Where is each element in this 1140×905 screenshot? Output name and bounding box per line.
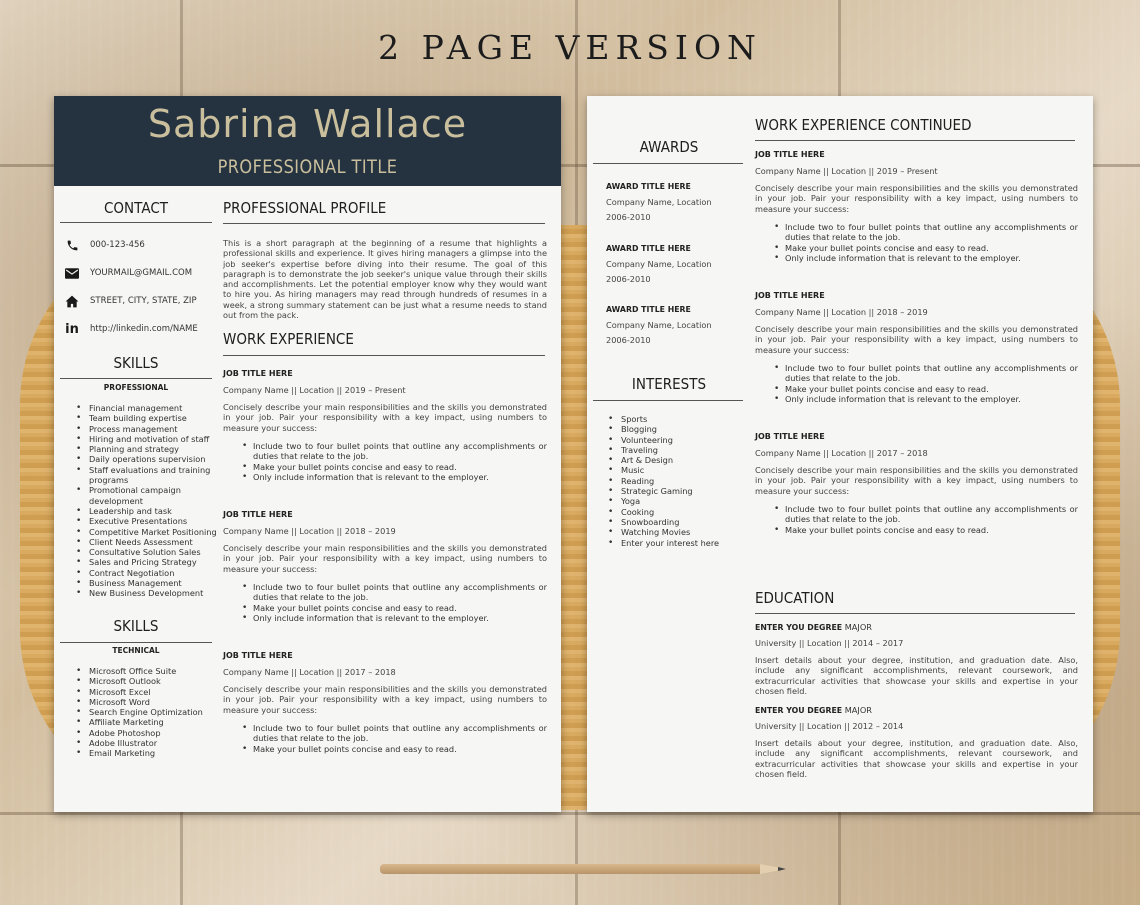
job-bullets [241, 723, 547, 754]
awards-heading: AWARDS [639, 138, 699, 156]
award-title: AWARD TITLE HERE [606, 243, 691, 253]
list-item: • Team building expertise [75, 413, 220, 423]
job-bullets [773, 363, 1078, 404]
resume-page-1 [54, 96, 561, 812]
list-item: • Make your bullet points concise and easy to read. [773, 243, 1078, 253]
list-item: • Include two to four bullet points that outline any accomplishments or duties that relate to the job. [773, 504, 1078, 525]
job-description: Concisely describe your main responsibilities and the skills you demonstrated in your job. Pair your responsibility with a key impact, using numbers to measure your success: [223, 543, 547, 574]
list-item: • Sales and Pricing Strategy [75, 557, 220, 567]
job-description: Concisely describe your main responsibilities and the skills you demonstrated in your job. Pair your responsibility with a key impact, using numbers to measure your success: [755, 324, 1078, 355]
list-item: • Contract Negotiation [75, 568, 220, 578]
home-icon [64, 294, 80, 308]
list-item: • Snowboarding [607, 517, 742, 527]
list-item: • Reading [607, 476, 742, 486]
education-description: Insert details about your degree, institution, and graduation date. Also, include any significant accomplishments, relevant coursework, and extracurricular activities that showcase your skills and expertise in your chosen field. [755, 655, 1078, 696]
contact-address [64, 294, 197, 308]
job-company: Company Name || Location || 2018 – 2019 [223, 526, 396, 536]
list-item: • Make your bullet points concise and easy to read. [773, 525, 1078, 535]
job-bullets [241, 582, 547, 623]
work-experience-heading: WORK EXPERIENCE [223, 330, 354, 348]
pencil-lead [778, 867, 786, 871]
list-item: • Email Marketing [75, 748, 220, 758]
professional-skills-list [75, 403, 220, 599]
divider [593, 400, 743, 401]
contact-email [64, 266, 192, 280]
school-line: University || Location || 2012 – 2014 [755, 721, 904, 731]
job-bullets [241, 441, 547, 482]
linkedin-icon: in [65, 321, 79, 337]
list-item: • Only include information that is relevant to the employer. [241, 472, 547, 482]
job-description: Concisely describe your main responsibilities and the skills you demonstrated in your job. Pair your responsibility with a key impact, using numbers to measure your success: [223, 402, 547, 433]
skills-heading: SKILLS [113, 354, 159, 372]
list-item: • Microsoft Excel [75, 687, 220, 697]
list-item: • Client Needs Assessment [75, 537, 220, 547]
list-item: • Financial management [75, 403, 220, 413]
envelope-icon [64, 266, 80, 280]
degree-title: ENTER YOU DEGREE [755, 706, 843, 715]
contact-heading: CONTACT [103, 199, 169, 217]
list-item: • Microsoft Word [75, 697, 220, 707]
divider [60, 642, 212, 643]
list-item: • Competitive Market Positioning [75, 527, 220, 537]
list-item: • Business Management [75, 578, 220, 588]
list-item: • Enter your interest here [607, 538, 742, 548]
list-item: • Blogging [607, 424, 742, 434]
job-company: Company Name || Location || 2017 – 2018 [223, 667, 396, 677]
candidate-name: Sabrina Wallace [147, 102, 468, 146]
phone-value: 000-123-456 [90, 240, 145, 250]
work-continued-heading: WORK EXPERIENCE CONTINUED [755, 116, 972, 134]
job-title: JOB TITLE HERE [755, 432, 825, 441]
technical-skills-list [75, 666, 220, 759]
list-item: • Planning and strategy [75, 444, 220, 454]
list-item: • Include two to four bullet points that outline any accomplishments or duties that relate to the job. [773, 222, 1078, 243]
list-item: • Volunteering [607, 435, 742, 445]
contact-linkedin [64, 322, 198, 336]
list-item: • Make your bullet points concise and easy to read. [241, 603, 547, 613]
linkedin-value: http://linkedin.com/NAME [90, 324, 198, 334]
job-company: Company Name || Location || 2017 – 2018 [755, 448, 928, 458]
education-description: Insert details about your degree, institution, and graduation date. Also, include any significant accomplishments, relevant coursework, and extracurricular activities that showcase your skills and expertise in your chosen field. [755, 738, 1078, 779]
list-item: • Include two to four bullet points that outline any accomplishments or duties that relate to the job. [241, 723, 547, 744]
list-item: • Include two to four bullet points that outline any accomplishments or duties that relate to the job. [773, 363, 1078, 384]
divider [223, 355, 545, 356]
award-title: AWARD TITLE HERE [606, 182, 691, 191]
professional-title: PROFESSIONAL TITLE [217, 156, 398, 178]
degree-line [755, 705, 872, 715]
divider [60, 378, 212, 379]
list-item: • Cooking [607, 507, 742, 517]
list-item: • Make your bullet points concise and easy to read. [241, 462, 547, 472]
award-company: Company Name, Location [606, 197, 712, 207]
pencil [380, 864, 760, 874]
list-item: • Include two to four bullet points that outline any accomplishments or duties that relate to the job. [241, 441, 547, 462]
list-item: • Executive Presentations [75, 516, 220, 526]
school-line: University || Location || 2014 – 2017 [755, 638, 904, 648]
job-company: Company Name || Location || 2018 – 2019 [755, 307, 928, 317]
list-item: • Sports [607, 414, 742, 424]
name-banner [54, 96, 561, 186]
award-company: Company Name, Location [606, 258, 712, 269]
address-value: STREET, CITY, STATE, ZIP [90, 296, 197, 306]
award-company: Company Name, Location [606, 320, 712, 330]
list-item: • Only include information that is relevant to the employer. [773, 253, 1078, 263]
list-item: • Adobe Photoshop [75, 728, 220, 738]
degree-major: MAJOR [844, 705, 872, 715]
list-item: • Only include information that is relevant to the employer. [241, 613, 547, 623]
list-item: • Consultative Solution Sales [75, 547, 220, 557]
list-item: • Daily operations supervision [75, 454, 220, 464]
list-item: • Microsoft Outlook [75, 676, 220, 686]
list-item: • Include two to four bullet points that outline any accomplishments or duties that relate to the job. [241, 582, 547, 603]
award-years: 2006-2010 [606, 335, 651, 345]
list-item: • Only include information that is relevant to the employer. [773, 394, 1078, 404]
degree-title: ENTER YOU DEGREE [755, 623, 843, 632]
divider [755, 140, 1075, 141]
list-item: • Traveling [607, 445, 742, 455]
job-title: JOB TITLE HERE [223, 651, 293, 660]
profile-text: This is a short paragraph at the beginning of a resume that highlights a professional skills and experience. It gives hiring managers a glimpse into the job seeker's expertise before diving into their resume. The goal of this paragraph is to demonstrate the job seeker's unique value through their skills and accomplishments. Let the potential employer know why they would want to hire you. As hiring managers may read through hundreds of resumes in a week, a strong summary statement can be just what a resume needs to stand out from the pack. [223, 238, 547, 321]
profile-heading: PROFESSIONAL PROFILE [223, 199, 387, 217]
list-item: • Make your bullet points concise and easy to read. [241, 744, 547, 754]
phone-icon [64, 238, 80, 252]
award-title: AWARD TITLE HERE [606, 305, 691, 314]
list-item: • Art & Design [607, 455, 742, 465]
list-item: • Search Engine Optimization [75, 707, 220, 717]
list-item: • New Business Development [75, 588, 220, 598]
job-company: Company Name || Location || 2019 – Present [755, 166, 938, 176]
divider [593, 163, 743, 164]
headline: 2 PAGE VERSION [378, 28, 762, 67]
list-item: • Strategic Gaming [607, 486, 742, 496]
list-item: • Hiring and motivation of staff [75, 434, 220, 444]
divider [223, 223, 545, 224]
job-title: JOB TITLE HERE [755, 150, 825, 159]
job-bullets [773, 222, 1078, 263]
list-item: • Yoga [607, 496, 742, 506]
divider [60, 222, 212, 223]
job-description: Concisely describe your main responsibilities and the skills you demonstrated in your job. Pair your responsibility with a key impact, using numbers to measure your success: [755, 465, 1078, 496]
skills-heading: SKILLS [113, 617, 159, 635]
degree-major: MAJOR [844, 622, 872, 632]
list-item: • Music [607, 465, 742, 475]
job-title: JOB TITLE HERE [755, 291, 825, 300]
list-item: • Microsoft Office Suite [75, 666, 220, 676]
award-years: 2006-2010 [606, 212, 651, 222]
resume-page-2 [587, 96, 1093, 812]
list-item: • Promotional campaign development [75, 485, 220, 506]
interests-heading: INTERESTS [631, 375, 707, 393]
list-item: • Watching Movies [607, 527, 742, 537]
list-item: • Make your bullet points concise and easy to read. [773, 384, 1078, 394]
contact-phone [64, 238, 145, 252]
email-value: YOURMAIL@GMAIL.COM [90, 268, 193, 278]
degree-line [755, 622, 872, 632]
tile-seam [0, 812, 1140, 815]
job-bullets [773, 504, 1078, 535]
interests-list [607, 414, 742, 548]
job-company: Company Name || Location || 2019 – Present [223, 385, 406, 395]
list-item: • Affiliate Marketing [75, 717, 220, 727]
job-title: JOB TITLE HERE [223, 510, 293, 519]
divider [755, 613, 1075, 614]
job-description: Concisely describe your main responsibilities and the skills you demonstrated in your job. Pair your responsibility with a key impact, using numbers to measure your success: [223, 684, 547, 715]
award-years: 2006-2010 [606, 273, 651, 284]
education-heading: EDUCATION [755, 589, 835, 607]
list-item: • Leadership and task [75, 506, 220, 516]
list-item: • Process management [75, 424, 220, 434]
skills-subheading: PROFESSIONAL [103, 383, 169, 392]
list-item: • Adobe Illustrator [75, 738, 220, 748]
list-item: • Staff evaluations and training programs [75, 465, 220, 486]
job-title: JOB TITLE HERE [223, 369, 293, 378]
skills-subheading: TECHNICAL [112, 646, 160, 655]
job-description: Concisely describe your main responsibilities and the skills you demonstrated in your job. Pair your responsibility with a key impact, using numbers to measure your success: [755, 183, 1078, 214]
